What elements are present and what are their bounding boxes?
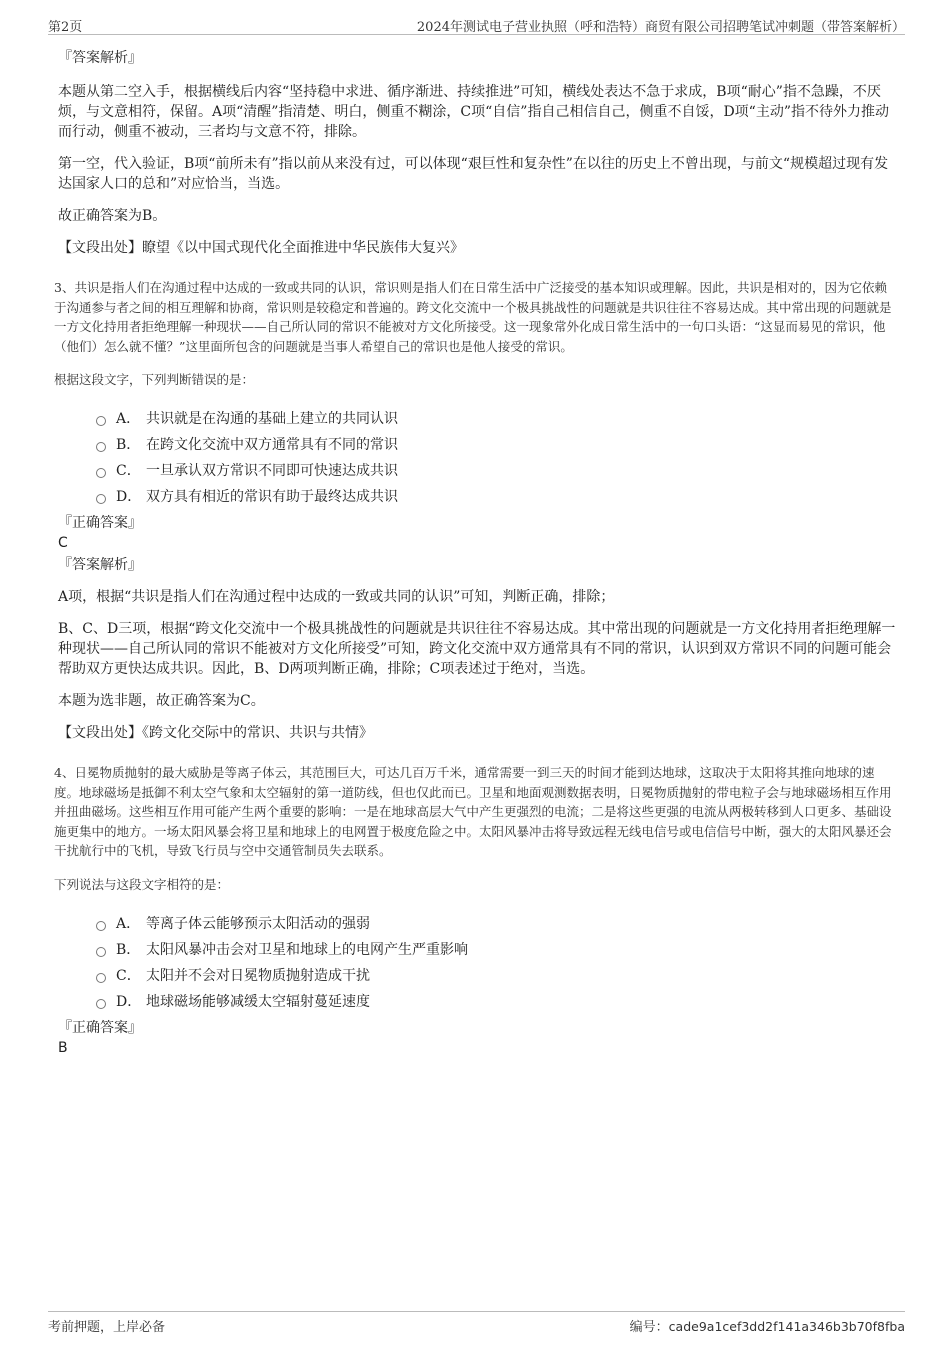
radio-icon[interactable] [96, 999, 106, 1009]
q3-analysis-paragraph: B、C、D三项，根据“跨文化交流中一个极具挑战性的问题就是共识往往不容易达成。其中常出现的问题就是一方文化持用者拒绝理解一种现状——自己所认同的常识不能被对方文化所接受”可知，跨文化交流中双方通常具有不同的常识，认识到双方常识不同的问题可能会帮助双方更快达成共识。因此，B、D两项判断正确，排除；C项表述过于绝对，当选。 [58, 621, 896, 677]
q4-answer-value: B [58, 1039, 68, 1056]
q3-option-b[interactable] [96, 431, 896, 457]
radio-icon[interactable] [96, 494, 106, 504]
q2-analysis-paragraph: 故正确答案为B。 [58, 208, 167, 224]
option-letter: D． [116, 993, 142, 1010]
document-code [630, 1316, 905, 1335]
q4-answer-label: 『正确答案』 [58, 1019, 142, 1036]
page-header [48, 14, 905, 35]
option-text: 太阳并不会对日冕物质抛射造成干扰 [146, 967, 370, 984]
option-letter: A． [116, 915, 141, 932]
document-body [56, 42, 896, 1060]
q3-option-a[interactable] [96, 405, 896, 431]
radio-icon[interactable] [96, 921, 106, 931]
page-number: 第2页 [48, 20, 83, 35]
code-label: 编号： [629, 1320, 669, 1335]
option-letter: D． [116, 489, 142, 505]
q3-question-prompt: 根据这段文字，下列判断错误的是： [54, 372, 255, 387]
option-letter: B． [116, 437, 141, 453]
q3-options [96, 405, 896, 509]
q3-option-d[interactable] [96, 483, 896, 509]
radio-icon[interactable] [96, 442, 106, 452]
option-letter: B． [116, 941, 141, 958]
q2-analysis-paragraph: 本题从第二空入手，根据横线后内容“坚持稳中求进、循序渐进、持续推进”可知，横线处表达不急于求成，B项“耐心”指不急躁，不厌烦，与文意相符，保留。A项“清醒”指清楚、明白，侧重不糊涂，C项“自信”指自己相信自己，侧重不自馁，D项“主动”指不待外力推动而行动，侧重不被动，三者均与文意不符，排除。 [58, 84, 889, 140]
radio-icon[interactable] [96, 468, 106, 478]
q3-option-c[interactable] [96, 457, 896, 483]
q2-analysis-paragraph: 第一空，代入验证，B项“前所未有”指以前从来没有过，可以体现“艰巨性和复杂性”在以往的历史上不曾出现，与前文“规模超过现有发达国家人口的总和”对应恰当，当选。 [58, 156, 889, 192]
q3-source: 【文段出处】《跨文化交际中的常识、共识与共情》 [58, 725, 373, 741]
q4-option-c[interactable] [96, 962, 896, 988]
page-footer [48, 1311, 905, 1334]
document-title: 2024年测试电子营业执照（呼和浩特）商贸有限公司招聘笔试冲刺题（带答案解析） [416, 20, 905, 35]
radio-icon[interactable] [96, 416, 106, 426]
q2-source: 【文段出处】瞭望《以中国式现代化全面推进中华民族伟大复兴》 [58, 240, 464, 256]
option-letter: A． [116, 411, 141, 427]
code-value: cade9a1cef3dd2f141a346b3b70f8fba [668, 1319, 905, 1334]
radio-icon[interactable] [96, 973, 106, 983]
q3-analysis-label: 『答案解析』 [58, 557, 142, 573]
q4-question-prompt: 下列说法与这段文字相符的是： [54, 876, 230, 892]
option-letter: C． [116, 967, 141, 984]
q2-analysis-label: 『答案解析』 [58, 50, 142, 66]
option-text: 一旦承认双方常识不同即可快速达成共识 [146, 463, 398, 479]
option-text: 太阳风暴冲击会对卫星和地球上的电网产生严重影响 [146, 941, 468, 958]
q4-option-b[interactable] [96, 936, 896, 962]
q3-question-text: 3、共识是指人们在沟通过程中达成的一致或共同的认识，常识则是指人们在日常生活中广泛接受的基本知识或理解。因此，共识是相对的，因为它依赖于沟通参与者之间的相互理解和协商，常识则是较稳定和普遍的。跨文化交流中一个极具挑战性的问题就是共识往往不容易达成。其中常出现的问题就是一方文化持用者拒绝理解一种现状——自己所认同的常识不能被对方文化所接受。这一现象常外化成日常生活中的一句口头语：“这显而易见的常识，他（他们）怎么就不懂？”这里面所包含的问题就是当事人希望自己的常识也是他人接受的常识。 [54, 280, 892, 354]
option-text: 地球磁场能够减缓太空辐射蔓延速度 [146, 993, 370, 1010]
option-text: 双方具有相近的常识有助于最终达成共识 [146, 489, 398, 505]
q4-question-text: 4、日冕物质抛射的最大威胁是等离子体云，其范围巨大，可达几百万千米，通常需要一到三天的时间才能到达地球，这取决于太阳将其推向地球的速度。地球磁场是抵御不利太空气象和太空辐射的第一道防线，但也仅此而已。卫星和地面观测数据表明，日冕物质抛射的带电粒子会与地球磁场相互作用并扭曲磁场。这些相互作用可能产生两个重要的影响：一是在地球高层大气中产生更强烈的电流；二是将这些更强的电流从两极转移到人口更多、基础设施更集中的地方。一场太阳风暴会将卫星和地球上的电网置于极度危险之中。太阳风暴冲击将导致远程无线电信号或电信信号中断，强大的太阳风暴还会干扰航行中的飞机，导致飞行员与空中交通管制员失去联系。 [54, 765, 892, 858]
option-text: 等离子体云能够预示太阳活动的强弱 [146, 915, 370, 932]
q4-option-a[interactable] [96, 910, 896, 936]
radio-icon[interactable] [96, 947, 106, 957]
option-text: 在跨文化交流中双方通常具有不同的常识 [146, 437, 398, 453]
q3-answer-value: C [58, 535, 68, 551]
q4-option-d[interactable] [96, 988, 896, 1014]
q3-analysis-paragraph: A项，根据“共识是指人们在沟通过程中达成的一致或共同的认识”可知，判断正确，排除； [58, 589, 615, 605]
option-letter: C． [116, 463, 141, 479]
q3-analysis-paragraph: 本题为选非题，故正确答案为C。 [58, 693, 265, 709]
q3-answer-label: 『正确答案』 [58, 515, 142, 531]
option-text: 共识就是在沟通的基础上建立的共同认识 [146, 411, 398, 427]
footer-slogan: 考前押题，上岸必备 [48, 1320, 166, 1335]
q4-options [96, 910, 896, 1014]
